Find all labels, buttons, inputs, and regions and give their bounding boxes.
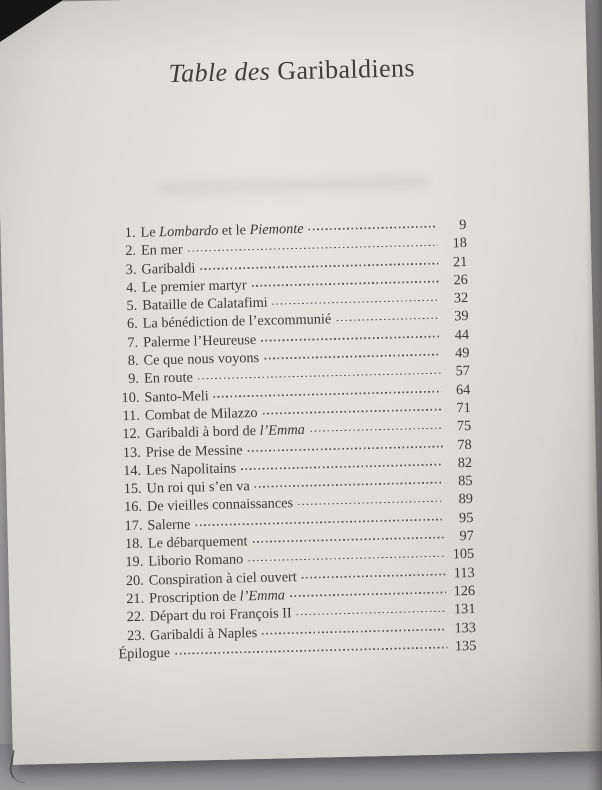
chapter-title	[140, 220, 306, 242]
page-number: 113	[453, 564, 475, 582]
chapter-number: 17.	[124, 517, 143, 534]
chapter-title	[144, 387, 212, 407]
dot-leader	[297, 610, 447, 616]
dot-leader	[273, 299, 440, 305]
chapter-number: 20.	[125, 572, 144, 589]
page-title	[0, 49, 587, 93]
dot-leader	[175, 646, 447, 654]
chapter-title-segment: Salerne	[147, 516, 191, 534]
chapter-number: 14.	[123, 462, 142, 480]
chapter-title-segment: En route	[143, 369, 194, 388]
ink-showthrough-smudge	[159, 175, 429, 195]
chapter-title-segment: et le	[218, 222, 250, 239]
chapter-title-segment: Le premier martyr	[141, 277, 247, 296]
page-number: 85	[458, 473, 473, 490]
dot-leader	[261, 335, 440, 341]
dot-leader	[200, 262, 438, 270]
dot-leader	[264, 354, 440, 360]
chapter-number: 8.	[127, 352, 139, 370]
chapter-number: 15.	[123, 480, 142, 498]
chapter-number: 6.	[126, 316, 138, 333]
chapter-title-segment: Ce que nous voyons	[143, 350, 260, 369]
chapter-title	[141, 259, 198, 279]
chapter-title-segment: Liborio Romano	[148, 551, 244, 570]
chapter-title-segment: Garibaldi à Naples	[149, 624, 258, 644]
chapter-title	[143, 349, 262, 370]
chapter-title-segment: Le débarquement	[147, 533, 248, 552]
chapter-title-segment: De vieilles connaissances	[146, 495, 294, 516]
chapter-title-italic-segment: l’Emma	[239, 587, 286, 605]
chapter-title	[146, 441, 246, 462]
page-number: 57	[455, 363, 471, 380]
page-number: 131	[453, 601, 476, 618]
chapter-title	[149, 604, 295, 626]
chapter-title-segment: Départ du roi François II	[149, 605, 292, 625]
dot-leader	[214, 390, 442, 397]
chapter-number: 11.	[122, 407, 141, 425]
page-number: 21	[452, 253, 468, 270]
chapter-title	[144, 369, 196, 389]
chapter-number: 21.	[126, 590, 145, 608]
chapter-title-segment: Les Napolitains	[145, 460, 237, 479]
title-roman-part: Garibaldiens	[276, 53, 416, 86]
chapter-title-segment: Santo-Meli	[144, 387, 209, 406]
page-number: 75	[456, 418, 472, 435]
chapter-number: 4.	[125, 279, 138, 296]
chapter-title	[150, 624, 261, 645]
dot-leader	[302, 573, 446, 578]
chapter-number: 23.	[126, 627, 146, 644]
chapter-number: 3.	[125, 261, 137, 278]
chapter-number: 7.	[127, 334, 139, 351]
page-number: 82	[457, 454, 473, 472]
chapter-title-segment: Le	[140, 224, 160, 241]
dot-leader	[310, 427, 442, 432]
page-number: 64	[455, 381, 471, 398]
page-number: 78	[457, 436, 472, 453]
chapter-title	[147, 515, 193, 534]
chapter-title-segment: Épilogue	[118, 644, 171, 663]
chapter-title-segment: Un roi qui s’en va	[146, 478, 250, 497]
dot-leader	[336, 317, 439, 321]
chapter-title-segment: En mer	[140, 242, 183, 259]
title-italic-part: Table des	[168, 56, 271, 88]
chapter-title-segment: Conspiration à ciel ouvert	[148, 568, 297, 589]
chapter-number: 9.	[128, 371, 140, 388]
dot-leader	[255, 482, 444, 488]
chapter-number: 13.	[122, 444, 141, 461]
dot-leader	[262, 628, 447, 634]
chapter-number: 12.	[122, 426, 141, 443]
chapter-title	[148, 551, 246, 572]
dot-leader	[263, 409, 442, 415]
chapter-title-segment: Bataille de Calatafimi	[142, 294, 268, 314]
chapter-number: 22.	[126, 608, 145, 626]
chapter-number: 16.	[123, 499, 143, 516]
chapter-title	[147, 495, 296, 517]
chapter-number: 2.	[125, 243, 137, 260]
page-number: 126	[453, 582, 476, 600]
page-stack-edge	[586, 0, 602, 790]
page-number: 97	[459, 527, 474, 545]
chapter-title-italic-segment: Lombardo	[159, 222, 219, 241]
dot-leader	[241, 463, 443, 470]
page-number: 18	[452, 235, 468, 252]
dot-leader	[309, 226, 438, 231]
chapter-title-segment: Prise de Messine	[145, 441, 243, 461]
chapter-number: 5.	[126, 297, 138, 315]
page-number: 26	[453, 271, 468, 289]
chapter-title	[141, 241, 186, 260]
page-number: 9	[459, 217, 467, 234]
chapter-title-segment: Palerme l’Heureuse	[142, 331, 257, 351]
chapter-title	[148, 532, 251, 553]
dot-leader	[298, 500, 444, 505]
chapter-number: 10.	[121, 389, 140, 406]
page-number: 135	[454, 637, 477, 655]
chapter-title	[146, 459, 240, 479]
page-number: 32	[453, 290, 469, 307]
chapter-number: 1.	[124, 224, 136, 242]
dot-leader	[252, 537, 444, 544]
page-number: 44	[454, 326, 470, 344]
chapter-title-italic-segment: Piemonte	[249, 220, 304, 239]
dot-leader	[290, 592, 446, 598]
chapter-title-segment: Garibaldi	[141, 260, 196, 278]
dot-leader	[252, 281, 439, 287]
chapter-title-segment: Proscription de	[148, 588, 240, 607]
chapter-number: 19.	[125, 554, 144, 571]
dot-leader	[248, 555, 445, 562]
page-number: 39	[454, 308, 469, 325]
chapter-title	[118, 644, 173, 664]
page-number: 49	[455, 345, 470, 362]
dot-leader	[198, 372, 441, 380]
chapter-title-segment: La bénédiction de l’excommunié	[142, 311, 332, 333]
page-number: 105	[452, 546, 475, 563]
dot-leader	[195, 518, 444, 526]
chapter-title	[145, 421, 308, 443]
chapter-number: 18.	[124, 535, 144, 553]
page-number: 89	[458, 491, 474, 508]
toc-list	[108, 216, 476, 663]
page-number: 133	[454, 619, 477, 636]
page-number: 95	[458, 509, 474, 527]
dot-leader	[248, 445, 443, 452]
chapter-title-segment: Garibaldi à bord de	[145, 423, 260, 442]
dot-leader	[188, 244, 438, 252]
page-number: 71	[456, 399, 471, 417]
chapter-title-italic-segment: l’Emma	[259, 422, 306, 440]
chapter-title-segment: Combat de Milazzo	[144, 404, 258, 424]
